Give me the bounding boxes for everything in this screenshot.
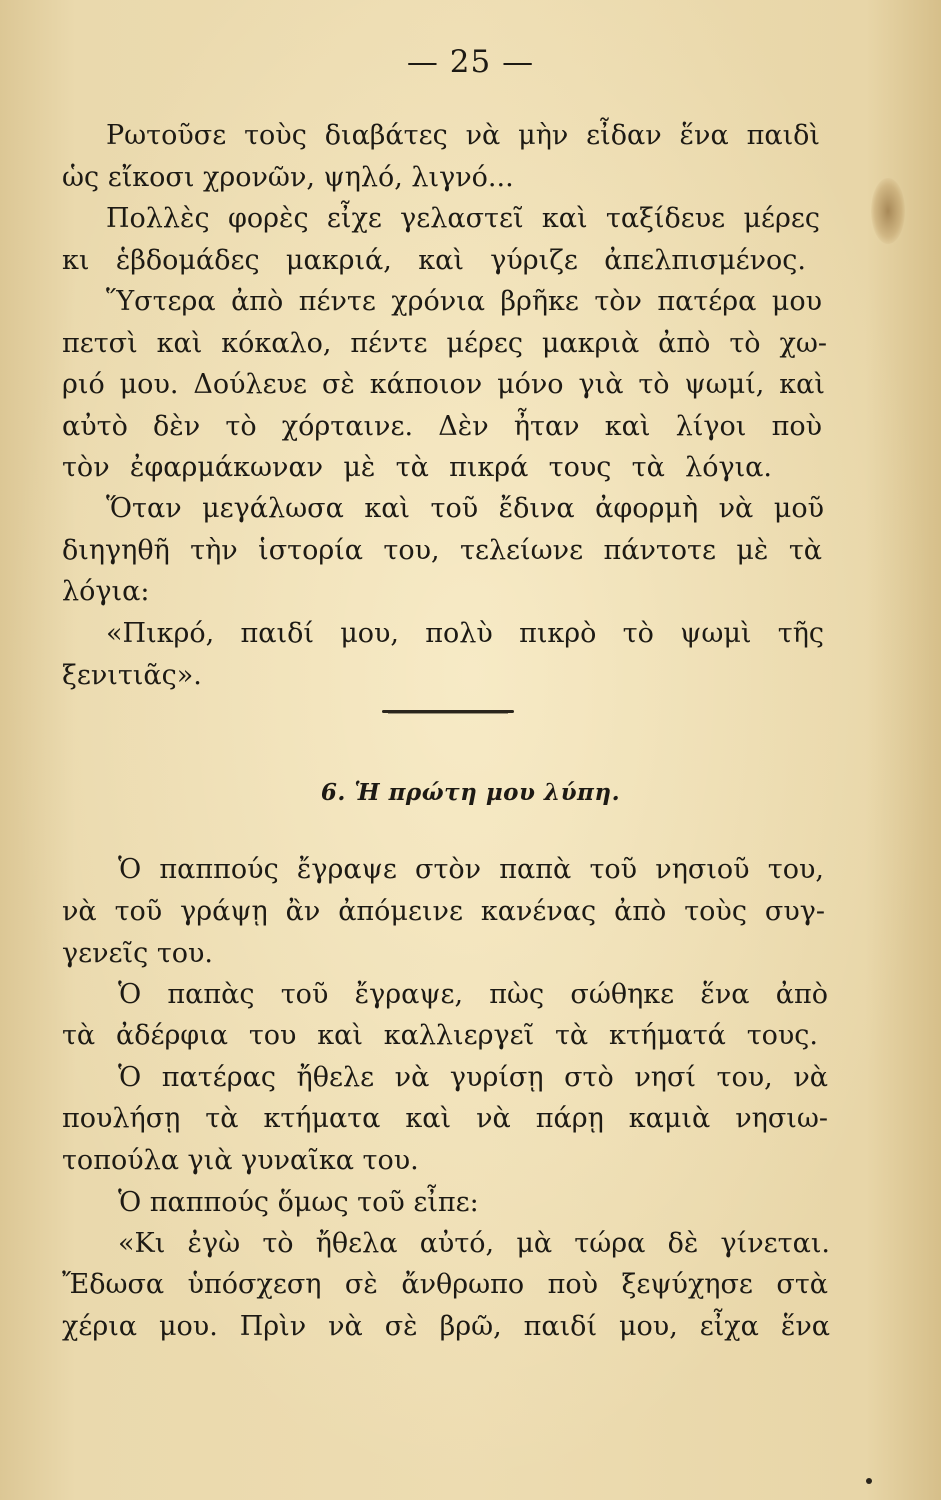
text-line: πουλήσῃ τὰ κτήματα καὶ νὰ πάρῃ καμιὰ νησιω- xyxy=(62,1103,828,1134)
section-divider xyxy=(382,710,514,713)
paper-speck xyxy=(866,1478,872,1484)
text-line: τοπούλα γιὰ γυναῖκα του. xyxy=(62,1145,419,1176)
text-line: Ὁ παπὰς τοῦ ἔγραψε, πὼς σώθηκε ἕνα ἀπὸ xyxy=(118,979,828,1010)
text-line: νὰ τοῦ γράψῃ ἂν ἀπόμεινε κανένας ἀπὸ τοὺς συγ- xyxy=(62,896,825,927)
text-line: Ὁ παππούς ὅμως τοῦ εἶπε: xyxy=(118,1187,479,1218)
text-line: Πολλὲς φορὲς εἶχε γελαστεῖ καὶ ταξίδευε μέρες xyxy=(106,203,820,234)
text-line: ὡς εἴκοσι χρονῶν, ψηλό, λιγνό... xyxy=(62,162,514,193)
text-line: γενεῖς του. xyxy=(62,938,214,969)
text-line: Ὁ πατέρας ἤθελε νὰ γυρίσῃ στὸ νησί του, νὰ xyxy=(118,1062,828,1093)
text-line: χέρια μου. Πρὶν νὰ σὲ βρῶ, παιδί μου, εἶχα ἕνα xyxy=(62,1311,830,1342)
text-line: ριό μου. Δούλευε σὲ κάποιον μόνο γιὰ τὸ ψωμί, καὶ xyxy=(62,369,825,400)
paper-stain xyxy=(871,178,905,244)
text-line: τὰ ἀδέρφια του καὶ καλλιεργεῖ τὰ κτήματά τους. xyxy=(62,1020,818,1051)
text-line: λόγια: xyxy=(62,576,150,607)
text-line: Ὁ παππούς ἔγραψε στὸν παπὰ τοῦ νησιοῦ του, xyxy=(118,854,824,885)
text-line: διηγηθῆ τὴν ἱστορία του, τελείωνε πάντοτε μὲ τὰ xyxy=(62,535,822,566)
text-line: πετσὶ καὶ κόκαλο, πέντε μέρες μακριὰ ἀπὸ τὸ χω- xyxy=(62,328,827,359)
text-line: τὸν ἐφαρμάκωναν μὲ τὰ πικρά τους τὰ λόγια. xyxy=(62,452,772,483)
text-line: ξενιτιᾶς». xyxy=(62,660,202,691)
text-line: Ρωτοῦσε τοὺς διαβάτες νὰ μὴν εἶδαν ἕνα παιδὶ xyxy=(106,120,820,151)
text-line: κι ἑβδομάδες μακριά, καὶ γύριζε ἀπελπισμένος. xyxy=(62,245,806,276)
page-number: — 25 — xyxy=(406,44,535,80)
text-line: αὐτὸ δὲν τὸ χόρταινε. Δὲν ἦταν καὶ λίγοι ποὺ xyxy=(62,411,822,442)
text-line: Ἔδωσα ὑπόσχεση σὲ ἄνθρωπο ποὺ ξεψύχησε στὰ xyxy=(62,1269,828,1300)
text-line: «Κι ἐγὼ τὸ ἤθελα αὐτό, μὰ τώρα δὲ γίνεται. xyxy=(118,1228,830,1259)
text-line: Ὅταν μεγάλωσα καὶ τοῦ ἔδινα ἀφορμὴ νὰ μοῦ xyxy=(106,493,824,524)
text-line: «Πικρό, παιδί μου, πολὺ πικρὸ τὸ ψωμὶ τῆς xyxy=(106,618,824,649)
text-line: Ὕστερα ἀπὸ πέντε χρόνια βρῆκε τὸν πατέρα μου xyxy=(106,286,822,317)
section-heading: 6. Ἡ πρώτη μου λύπη. xyxy=(320,779,621,806)
